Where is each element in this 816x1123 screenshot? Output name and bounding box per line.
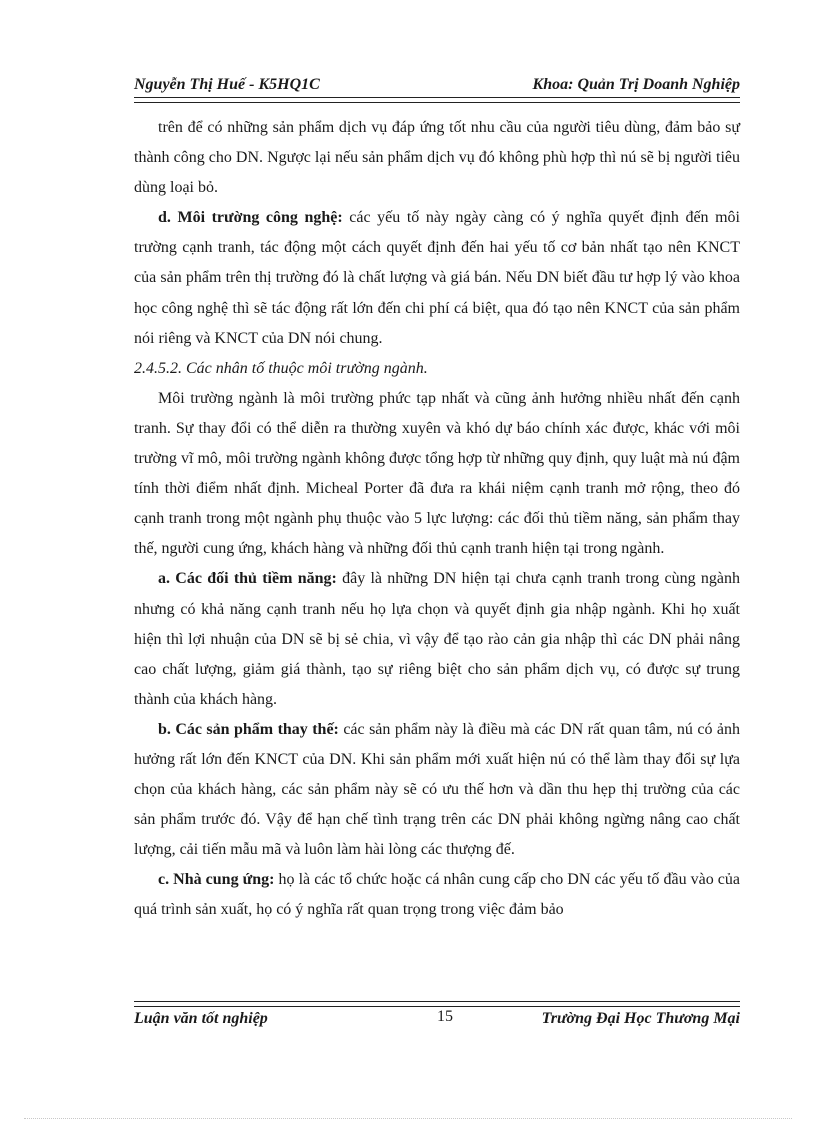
substitute-products-text: các sản phẩm này là điều mà các DN rất quan tâm, nú có ảnh hưởng rất lớn đến KNCT của DN. Khi sản phẩm mới xuất hiện nú có thể làm thay đổi sự lựa chọn của khách hàng, các sản phẩm này sẽ có ưu thế hơn và dần thu hẹp thị trường của các sản phẩm trước đó. Vậy để hạn chế tình trạng trên các DN phải không ngừng nâng cao chất lượng, cải tiến mẫu mã và luôn làm hài lòng các thượng đế. [134,720,740,859]
technology-environment-text: các yếu tố này ngày càng có ý nghĩa quyết định đến môi trường cạnh tranh, tác động một cách quyết định đến hai yếu tố cơ bản nhất tạo nên KNCT của sản phẩm trên thị trường đó là chất lượng và giá bán. Nếu DN biết đầu tư hợp lý vào khoa học công nghệ thì sẽ tác động rất lớn đến chi phí cá biệt, qua đó tạo nên KNCT của sản phẩm nói riêng và KNCT của DN nói chung. [134,209,740,347]
suppliers-text: họ là các tổ chức hoặc cá nhân cung cấp cho DN các yếu tố đầu vào của quá trình sản xuất, họ có ý nghĩa rất quan trọng trong việc đảm bảo [134,871,741,919]
header-author: Nguyễn Thị Huế - K5HQ1C [134,76,320,93]
page-header [134,74,740,96]
paragraph-industry-environment: Môi trường ngành là môi trường phức tạp nhất và cũng ảnh hưởng nhiều nhất đến cạnh tranh. Sự thay đổi có thể diễn ra thường xuyên và khó dự báo chính xác được, khác với môi trường vĩ mô, môi trường ngành không được tổng hợp từ những quy định, quy luật mà nú đậm tính thời điểm nhất định. Micheal Porter đã đưa ra khái niệm cạnh tranh mở rộng, theo đó cạnh tranh trong một ngành phụ thuộc vào 5 lực lượng: các đối thủ tiềm năng, sản phẩm thay thế, người cung ứng, khách hàng và những đối thủ cạnh tranh hiện tại trong ngành. [134,389,740,558]
document-body [134,113,740,926]
page-footer [134,1008,740,1032]
section-heading: 2.4.5.2. Các nhân tố thuộc môi trường ngành. [134,359,428,377]
footer-double-rule [134,1001,740,1007]
page-edge-divider [24,1118,792,1119]
suppliers-label: c. Nhà cung ứng: [158,871,275,889]
page-number: 15 [437,1008,453,1025]
paragraph-substitute-products [134,715,740,865]
technology-environment-label: d. Môi trường công nghệ: [158,209,343,227]
header-faculty: Khoa: Quản Trị Doanh Nghiệp [532,76,740,93]
potential-competitors-label: a. Các đối thủ tiềm năng: [158,570,337,588]
substitute-products-label: b. Các sản phẩm thay thế: [158,720,339,738]
paragraph-continuation: trên để có những sản phẩm dịch vụ đáp ứng tốt nhu cầu của người tiêu dùng, đảm bảo sự thành công cho DN. Ngược lại nếu sản phẩm dịch vụ đó không phù hợp thì nú sẽ bị người tiêu dùng loại bỏ. [134,119,740,197]
footer-university: Trường Đại Học Thương Mại [541,1010,740,1027]
paragraph-potential-competitors [134,564,740,714]
header-double-rule [134,97,740,103]
paragraph-technology-environment [134,203,740,353]
paragraph-suppliers [134,865,740,925]
potential-competitors-text: đây là những DN hiện tại chưa cạnh tranh trong cùng ngành nhưng có khả năng cạnh tranh nếu họ lựa chọn và quyết định gia nhập ngành. Khi họ xuất hiện thì lợi nhuận của DN sẽ bị sẻ chia, vì vậy để tạo rào cản gia nhập thì các DN phải nâng cao chất lượng, giảm giá thành, tạo sự riêng biệt cho sản phẩm dịch vụ, có được sự trung thành của khách hàng. [134,570,741,708]
footer-thesis-label: Luận văn tốt nghiệp [134,1010,268,1027]
